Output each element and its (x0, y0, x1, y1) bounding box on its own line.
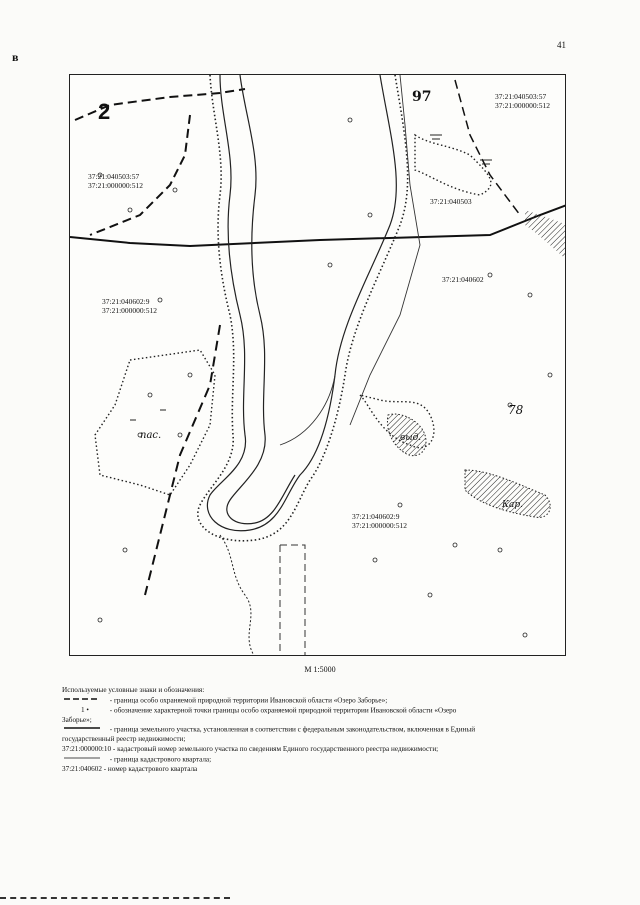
bush-area-kar (465, 470, 550, 517)
vegetation-marks (130, 135, 492, 420)
handwritten-pas: пас. (140, 430, 162, 441)
river-bank-right (227, 75, 295, 524)
handwritten-kar: Кар. (502, 500, 523, 510)
legend-item-continuation: Заборье»; (62, 715, 92, 724)
lower-river (220, 535, 255, 656)
parcel-boundary-2 (280, 375, 335, 445)
legend-item: 1 • - обозначение характерной точки границы особо охраняемой природной территории Ивановской области «Озеро (62, 706, 562, 716)
legend-item-continuation: государственный реестр недвижимости; (62, 735, 186, 744)
meadow-contour-left (95, 350, 215, 495)
legend-item: - граница кадастрового квартала; (62, 755, 562, 765)
parcel-label-top-right: 37:21:040503:57 37:21:000000:512 (495, 92, 551, 110)
quarter-label-mid: 37:21:040602 (442, 275, 484, 284)
parcel-label-top-left: 37:21:040503:57 37:21:000000:512 (88, 172, 144, 190)
map-drawing (70, 75, 566, 656)
meadow-contour-top (415, 135, 491, 195)
handwritten-vyd: выд. (400, 433, 422, 443)
corner-mark: в (12, 50, 19, 64)
legend-dash-line-symbol (62, 696, 108, 706)
hatched-field-top (525, 210, 566, 260)
legend-item: 37:21:040602 - номер кадастрового квартала (62, 764, 198, 773)
map-scale: М 1:5000 (304, 665, 336, 674)
legend-item: - граница земельного участка, установленная в соответствии с федеральным законодательством, включенная в Единый (62, 725, 562, 735)
parcel-boundary (350, 75, 420, 425)
parcel-label-bottom: 37:21:040602:9 37:21:000000:512 (352, 512, 408, 530)
legend (62, 686, 562, 774)
river-bank-left (207, 75, 396, 531)
terrain-points (98, 118, 552, 637)
handwritten-78: 78 (508, 403, 524, 417)
page-number: 41 (557, 40, 566, 50)
handwritten-97: 97 (412, 89, 432, 105)
river-dotted-bank (198, 75, 408, 541)
scan-edge-mark (0, 897, 230, 905)
legend-thin-line-symbol (62, 755, 108, 765)
quarter-label-top: 37:21:040503 (430, 197, 472, 206)
map-frame (69, 74, 566, 656)
kvartal-boundary-2 (280, 545, 305, 656)
legend-solid-line-symbol (62, 725, 108, 735)
quarter-boundary-line (70, 205, 566, 246)
legend-item: - граница особо охраняемой природной территории Ивановской области «Озеро Заборье»; (62, 696, 562, 706)
legend-point-symbol: 1 • (81, 705, 89, 714)
parcel-label-mid-left: 37:21:040602:9 37:21:000000:512 (102, 297, 158, 315)
handwritten-2: 2 (98, 99, 111, 124)
legend-title: Используемые условные знаки и обозначения: (62, 686, 205, 694)
legend-item: 37:21:000000:10 - кадастровый номер земельного участка по сведениям Единого государственного реестра недвижимости; (62, 744, 439, 753)
